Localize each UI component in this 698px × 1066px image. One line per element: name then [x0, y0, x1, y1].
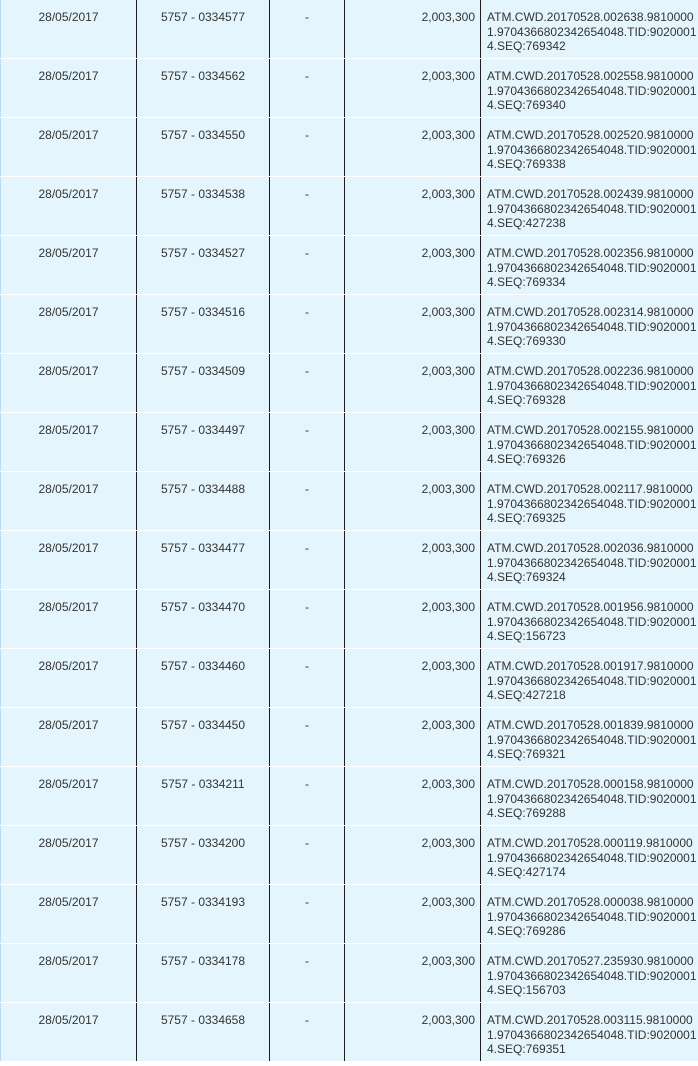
- table-row: [1, 767, 698, 826]
- table-row: [1, 295, 698, 354]
- cell-description: [481, 767, 698, 826]
- cell-date-text: 28/05/2017: [38, 718, 99, 732]
- cell-reference-text: 5757 - 0334577: [160, 10, 246, 24]
- cell-amount: [345, 295, 481, 354]
- cell-date-text: 28/05/2017: [38, 541, 99, 555]
- cell-reference: [137, 472, 270, 531]
- cell-debit: [270, 826, 345, 885]
- cell-debit-text: -: [305, 895, 309, 909]
- cell-amount: [345, 767, 481, 826]
- cell-reference-text: 5757 - 0334562: [160, 69, 246, 83]
- cell-debit: [270, 472, 345, 531]
- cell-description-text: ATM.CWD.20170528.000038.98100001.9704366802342654048.TID:90200014.SEQ:769286: [487, 895, 697, 939]
- cell-description: [481, 0, 698, 59]
- cell-description: [481, 59, 698, 118]
- cell-description-text: ATM.CWD.20170528.002155.98100001.9704366802342654048.TID:90200014.SEQ:769326: [487, 423, 697, 467]
- cell-amount-text: 2,003,300: [421, 895, 475, 909]
- cell-amount: [345, 472, 481, 531]
- cell-amount: [345, 1003, 481, 1062]
- cell-amount: [345, 236, 481, 295]
- cell-description-text: ATM.CWD.20170528.002117.98100001.9704366802342654048.TID:90200014.SEQ:769325: [487, 482, 697, 526]
- cell-description: [481, 354, 698, 413]
- cell-amount-text: 2,003,300: [421, 777, 475, 791]
- cell-description-text: ATM.CWD.20170528.002638.98100001.9704366802342654048.TID:90200014.SEQ:769342: [487, 10, 697, 54]
- cell-date: [1, 944, 137, 1003]
- cell-description: [481, 472, 698, 531]
- cell-reference-text: 5757 - 0334460: [160, 659, 246, 673]
- cell-date: [1, 826, 137, 885]
- cell-debit: [270, 354, 345, 413]
- cell-debit-text: -: [305, 423, 309, 437]
- cell-debit-text: -: [305, 1013, 309, 1027]
- cell-amount: [345, 177, 481, 236]
- cell-reference-text: 5757 - 0334550: [160, 128, 246, 142]
- cell-debit-text: -: [305, 777, 309, 791]
- cell-date-text: 28/05/2017: [38, 10, 99, 24]
- cell-amount: [345, 531, 481, 590]
- cell-reference-text: 5757 - 0334193: [160, 895, 246, 909]
- cell-description: [481, 177, 698, 236]
- table-row: [1, 118, 698, 177]
- table-row: [1, 531, 698, 590]
- cell-amount: [345, 826, 481, 885]
- cell-debit-text: -: [305, 541, 309, 555]
- cell-debit: [270, 59, 345, 118]
- cell-date: [1, 1003, 137, 1062]
- cell-date-text: 28/05/2017: [38, 1013, 99, 1027]
- cell-date: [1, 708, 137, 767]
- cell-date: [1, 590, 137, 649]
- cell-reference-text: 5757 - 0334178: [160, 954, 246, 968]
- cell-reference: [137, 767, 270, 826]
- cell-date: [1, 236, 137, 295]
- cell-reference-text: 5757 - 0334488: [160, 482, 246, 496]
- cell-debit-text: -: [305, 246, 309, 260]
- cell-debit: [270, 177, 345, 236]
- cell-debit: [270, 118, 345, 177]
- cell-date-text: 28/05/2017: [38, 836, 99, 850]
- cell-reference-text: 5757 - 0334211: [161, 777, 245, 791]
- table-row: [1, 177, 698, 236]
- cell-amount: [345, 944, 481, 1003]
- cell-date-text: 28/05/2017: [38, 187, 99, 201]
- cell-amount: [345, 118, 481, 177]
- cell-description-text: ATM.CWD.20170528.002036.98100001.9704366802342654048.TID:90200014.SEQ:769324: [487, 541, 697, 585]
- cell-debit-text: -: [305, 10, 309, 24]
- cell-description: [481, 708, 698, 767]
- cell-debit-text: -: [305, 659, 309, 673]
- cell-reference: [137, 826, 270, 885]
- cell-reference-text: 5757 - 0334658: [160, 1013, 246, 1027]
- cell-debit-text: -: [305, 69, 309, 83]
- cell-description: [481, 1003, 698, 1062]
- cell-amount: [345, 649, 481, 708]
- cell-reference-text: 5757 - 0334509: [160, 364, 246, 378]
- cell-description-text: ATM.CWD.20170528.001956.98100001.9704366802342654048.TID:90200014.SEQ:156723: [487, 600, 697, 644]
- cell-amount-text: 2,003,300: [421, 1013, 475, 1027]
- cell-debit: [270, 0, 345, 59]
- table-row: [1, 885, 698, 944]
- cell-date-text: 28/05/2017: [38, 777, 99, 791]
- cell-description-text: ATM.CWD.20170528.000158.98100001.9704366802342654048.TID:90200014.SEQ:769288: [487, 777, 697, 821]
- cell-reference-text: 5757 - 0334538: [160, 187, 246, 201]
- cell-reference: [137, 885, 270, 944]
- cell-reference: [137, 1003, 270, 1062]
- cell-amount-text: 2,003,300: [421, 954, 475, 968]
- cell-description-text: ATM.CWD.20170528.002236.98100001.9704366802342654048.TID:90200014.SEQ:769328: [487, 364, 697, 408]
- cell-debit: [270, 708, 345, 767]
- cell-reference-text: 5757 - 0334477: [160, 541, 246, 555]
- cell-date-text: 28/05/2017: [38, 954, 99, 968]
- cell-date: [1, 472, 137, 531]
- cell-debit: [270, 590, 345, 649]
- cell-reference: [137, 413, 270, 472]
- cell-description-text: ATM.CWD.20170528.003115.98100001.9704366802342654048.TID:90200014.SEQ:769351: [487, 1013, 697, 1057]
- cell-debit: [270, 885, 345, 944]
- cell-date-text: 28/05/2017: [38, 69, 99, 83]
- cell-date: [1, 649, 137, 708]
- table-row: [1, 236, 698, 295]
- cell-reference: [137, 236, 270, 295]
- cell-debit: [270, 295, 345, 354]
- cell-date: [1, 885, 137, 944]
- table-row: [1, 590, 698, 649]
- cell-amount: [345, 708, 481, 767]
- cell-amount-text: 2,003,300: [421, 364, 475, 378]
- cell-amount-text: 2,003,300: [421, 128, 475, 142]
- cell-reference: [137, 59, 270, 118]
- cell-date: [1, 767, 137, 826]
- cell-date: [1, 118, 137, 177]
- cell-debit-text: -: [305, 482, 309, 496]
- transactions-table-body: [1, 0, 698, 1062]
- cell-description-text: ATM.CWD.20170528.002558.98100001.9704366802342654048.TID:90200014.SEQ:769340: [487, 69, 697, 113]
- cell-description: [481, 649, 698, 708]
- cell-debit: [270, 236, 345, 295]
- cell-debit-text: -: [305, 954, 309, 968]
- cell-date-text: 28/05/2017: [38, 423, 99, 437]
- cell-reference-text: 5757 - 0334497: [160, 423, 246, 437]
- cell-amount-text: 2,003,300: [421, 718, 475, 732]
- cell-amount-text: 2,003,300: [421, 10, 475, 24]
- cell-date-text: 28/05/2017: [38, 246, 99, 260]
- cell-amount-text: 2,003,300: [421, 482, 475, 496]
- cell-date-text: 28/05/2017: [38, 364, 99, 378]
- cell-description: [481, 236, 698, 295]
- cell-reference-text: 5757 - 0334450: [160, 718, 246, 732]
- cell-debit: [270, 767, 345, 826]
- table-row: [1, 1003, 698, 1062]
- cell-debit-text: -: [305, 128, 309, 142]
- cell-amount-text: 2,003,300: [421, 187, 475, 201]
- table-row: [1, 0, 698, 59]
- cell-debit-text: -: [305, 836, 309, 850]
- cell-amount-text: 2,003,300: [421, 659, 475, 673]
- cell-debit: [270, 413, 345, 472]
- cell-debit: [270, 649, 345, 708]
- cell-date: [1, 354, 137, 413]
- cell-description-text: ATM.CWD.20170528.002520.98100001.9704366802342654048.TID:90200014.SEQ:769338: [487, 128, 697, 172]
- cell-reference: [137, 354, 270, 413]
- cell-description-text: ATM.CWD.20170528.001839.98100001.9704366802342654048.TID:90200014.SEQ:769321: [487, 718, 697, 762]
- cell-reference: [137, 590, 270, 649]
- cell-debit-text: -: [305, 364, 309, 378]
- cell-amount: [345, 590, 481, 649]
- cell-amount-text: 2,003,300: [421, 836, 475, 850]
- cell-amount: [345, 0, 481, 59]
- table-row: [1, 59, 698, 118]
- cell-reference: [137, 118, 270, 177]
- cell-description-text: ATM.CWD.20170528.001917.98100001.9704366802342654048.TID:90200014.SEQ:427218: [487, 659, 697, 703]
- cell-description: [481, 295, 698, 354]
- cell-description: [481, 885, 698, 944]
- cell-reference: [137, 531, 270, 590]
- cell-amount-text: 2,003,300: [421, 600, 475, 614]
- cell-debit: [270, 531, 345, 590]
- cell-reference-text: 5757 - 0334516: [160, 305, 246, 319]
- cell-description-text: ATM.CWD.20170528.000119.98100001.9704366802342654048.TID:90200014.SEQ:427174: [487, 836, 697, 880]
- cell-date-text: 28/05/2017: [38, 659, 99, 673]
- cell-date-text: 28/05/2017: [38, 482, 99, 496]
- cell-reference: [137, 708, 270, 767]
- cell-debit-text: -: [305, 600, 309, 614]
- cell-reference: [137, 944, 270, 1003]
- cell-amount-text: 2,003,300: [421, 69, 475, 83]
- cell-date: [1, 531, 137, 590]
- cell-debit-text: -: [305, 718, 309, 732]
- cell-description-text: ATM.CWD.20170528.002356.98100001.9704366802342654048.TID:90200014.SEQ:769334: [487, 246, 697, 290]
- cell-description-text: ATM.CWD.20170527.235930.98100001.9704366802342654048.TID:90200014.SEQ:156703: [487, 954, 697, 998]
- cell-amount-text: 2,003,300: [421, 246, 475, 260]
- cell-reference-text: 5757 - 0334470: [160, 600, 246, 614]
- cell-amount: [345, 59, 481, 118]
- cell-description-text: ATM.CWD.20170528.002439.98100001.9704366802342654048.TID:90200014.SEQ:427238: [487, 187, 697, 231]
- cell-description: [481, 531, 698, 590]
- cell-description-text: ATM.CWD.20170528.002314.98100001.9704366802342654048.TID:90200014.SEQ:769330: [487, 305, 697, 349]
- cell-debit-text: -: [305, 305, 309, 319]
- cell-reference: [137, 177, 270, 236]
- cell-description: [481, 826, 698, 885]
- cell-description: [481, 413, 698, 472]
- cell-date: [1, 59, 137, 118]
- cell-date: [1, 177, 137, 236]
- cell-debit: [270, 944, 345, 1003]
- cell-reference-text: 5757 - 0334200: [160, 836, 246, 850]
- cell-reference: [137, 295, 270, 354]
- cell-amount-text: 2,003,300: [421, 541, 475, 555]
- table-row: [1, 826, 698, 885]
- cell-date-text: 28/05/2017: [38, 895, 99, 909]
- cell-amount-text: 2,003,300: [421, 423, 475, 437]
- cell-amount: [345, 885, 481, 944]
- cell-amount: [345, 413, 481, 472]
- cell-date-text: 28/05/2017: [38, 305, 99, 319]
- table-row: [1, 944, 698, 1003]
- cell-date: [1, 295, 137, 354]
- cell-amount-text: 2,003,300: [421, 305, 475, 319]
- cell-description: [481, 944, 698, 1003]
- cell-debit: [270, 1003, 345, 1062]
- cell-date-text: 28/05/2017: [38, 600, 99, 614]
- table-row: [1, 708, 698, 767]
- cell-description: [481, 590, 698, 649]
- cell-reference: [137, 649, 270, 708]
- cell-reference: [137, 0, 270, 59]
- cell-debit-text: -: [305, 187, 309, 201]
- table-row: [1, 413, 698, 472]
- cell-date-text: 28/05/2017: [38, 128, 99, 142]
- cell-reference-text: 5757 - 0334527: [160, 246, 246, 260]
- cell-date: [1, 413, 137, 472]
- cell-amount: [345, 354, 481, 413]
- cell-date: [1, 0, 137, 59]
- table-row: [1, 354, 698, 413]
- table-row: [1, 649, 698, 708]
- cell-description: [481, 118, 698, 177]
- table-row: [1, 472, 698, 531]
